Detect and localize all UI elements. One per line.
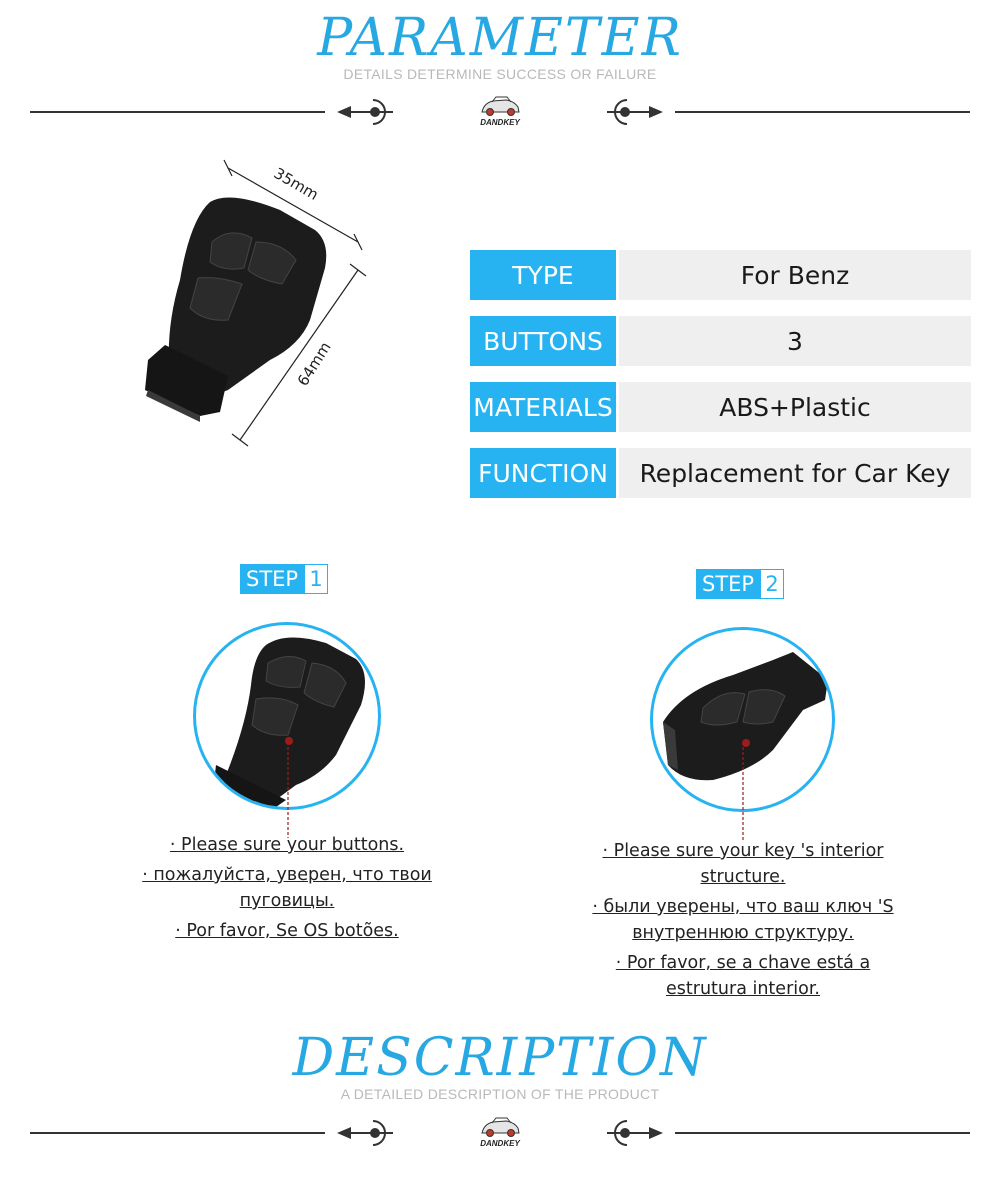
param-label: MATERIALS [470, 382, 616, 432]
param-label: BUTTONS [470, 316, 616, 366]
divider-top [30, 92, 970, 132]
description-title: DESCRIPTION [292, 1028, 708, 1088]
pointer-line [285, 742, 291, 838]
param-row-buttons [470, 316, 971, 366]
step-2-line-en: · Please sure your key 's interior structure. [602, 841, 884, 887]
param-row-type [470, 250, 971, 300]
arrow-left-ornament-icon [335, 98, 395, 126]
param-row-materials [470, 382, 971, 432]
step-number: 1 [304, 564, 328, 594]
step-1-badge [240, 564, 328, 594]
width-dimension-label: 35mm [270, 164, 322, 204]
step-1-line-pt: · Por favor, Se OS botões. [175, 921, 399, 941]
step-2-badge [696, 569, 784, 599]
arrow-left-ornament-icon [335, 1119, 395, 1147]
param-row-function [470, 448, 971, 498]
step-1-line-ru: · пожалуйста, уверен, что твои пуговицы. [142, 865, 432, 911]
step-1-line-en: · Please sure your buttons. [169, 835, 405, 855]
divider-bottom [30, 1113, 970, 1153]
pointer-line [740, 742, 746, 842]
key-shell-image [120, 150, 380, 450]
param-label: FUNCTION [470, 448, 616, 498]
param-value: 3 [619, 316, 971, 366]
step-1-text [130, 832, 444, 948]
param-value: ABS+Plastic [619, 382, 971, 432]
arrow-right-ornament-icon [605, 98, 665, 126]
brand-logo [470, 1113, 530, 1153]
parameter-title: PARAMETER [317, 8, 683, 68]
brand-name: DANDKEY [480, 118, 520, 127]
parameter-subtitle: DETAILS DETERMINE SUCCESS OR FAILURE [343, 66, 657, 82]
brand-logo [470, 92, 530, 132]
car-logo-icon [478, 1115, 522, 1139]
step-word: STEP [240, 564, 304, 594]
param-value: For Benz [619, 250, 971, 300]
step-word: STEP [696, 569, 760, 599]
step-number: 2 [760, 569, 784, 599]
car-logo-icon [478, 94, 522, 118]
description-subtitle: A DETAILED DESCRIPTION OF THE PRODUCT [340, 1086, 660, 1102]
param-label: TYPE [470, 250, 616, 300]
step-2-line-pt: · Por favor, se a chave está a estrutura interior. [615, 953, 871, 999]
param-value: Replacement for Car Key [619, 448, 971, 498]
step-2-text [578, 838, 908, 1006]
brand-name: DANDKEY [480, 1139, 520, 1148]
arrow-right-ornament-icon [605, 1119, 665, 1147]
height-dimension-label: 64mm [293, 338, 335, 390]
step-2-line-ru: · были уверены, что ваш ключ 'S внутреннюю структуру. [592, 897, 894, 943]
